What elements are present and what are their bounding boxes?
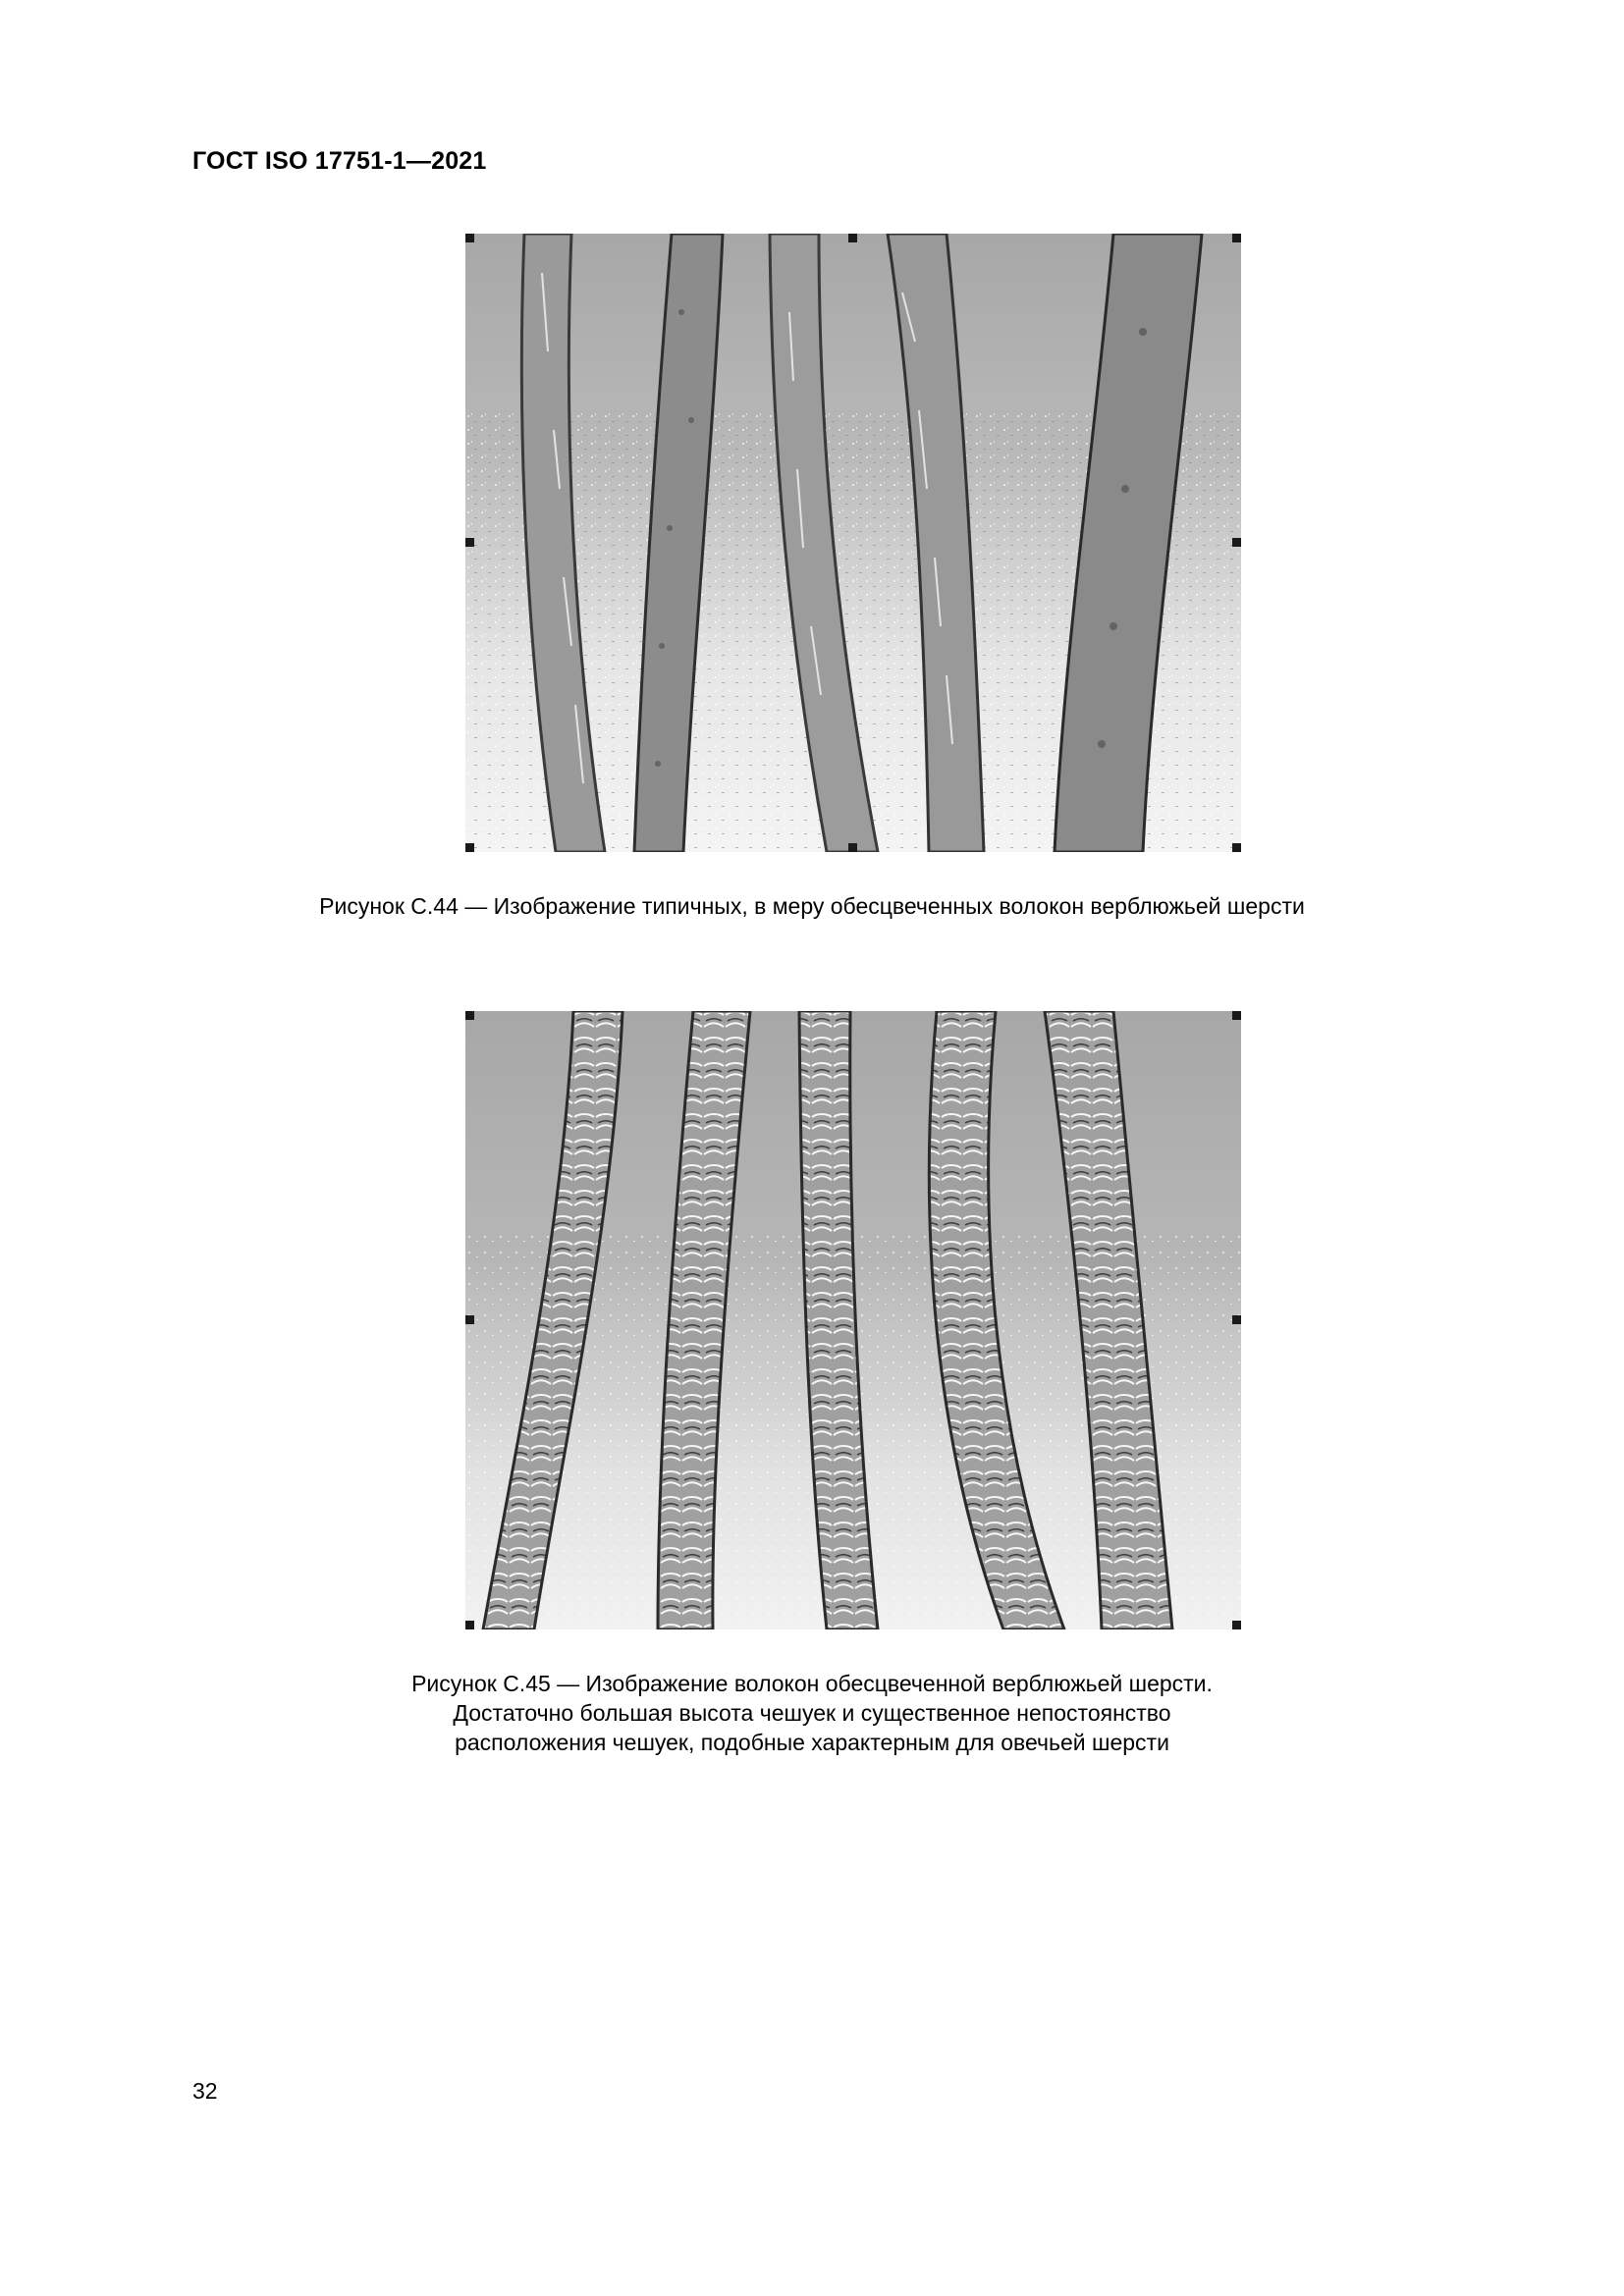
image-frame-marker — [465, 538, 474, 547]
fiber-micrograph-image — [465, 1011, 1241, 1629]
image-frame-marker — [465, 1621, 474, 1629]
figure-c45-caption — [0, 1669, 1624, 1757]
image-frame-marker — [1232, 234, 1241, 242]
figure-c44-caption: Рисунок С.44 — Изображение типичных, в меру обесцвеченных волокон верблюжьей шерсти — [319, 893, 1305, 919]
image-frame-marker — [465, 234, 474, 242]
image-frame-marker — [848, 234, 857, 242]
figure-c44-micrograph — [465, 234, 1241, 852]
caption-line: расположения чешуек, подобные характерным для овечьей шерсти — [455, 1730, 1169, 1755]
figure-c45-micrograph — [465, 1011, 1241, 1629]
image-frame-marker — [848, 843, 857, 852]
image-frame-marker — [465, 843, 474, 852]
image-frame-marker — [465, 1315, 474, 1324]
document-header: ГОСТ ISO 17751-1—2021 — [192, 147, 487, 175]
image-frame-marker — [465, 1011, 474, 1020]
image-frame-marker — [1232, 843, 1241, 852]
image-frame-marker — [1232, 1621, 1241, 1629]
caption-line: Рисунок С.45 — Изображение волокон обесцвеченной верблюжьей шерсти. — [411, 1671, 1213, 1696]
caption-line: Достаточно большая высота чешуек и существенное непостоянство — [453, 1700, 1171, 1726]
fiber-micrograph-image — [465, 234, 1241, 852]
image-frame-marker — [1232, 538, 1241, 547]
image-frame-marker — [1232, 1011, 1241, 1020]
page-number: 32 — [192, 2078, 218, 2104]
image-frame-marker — [1232, 1315, 1241, 1324]
